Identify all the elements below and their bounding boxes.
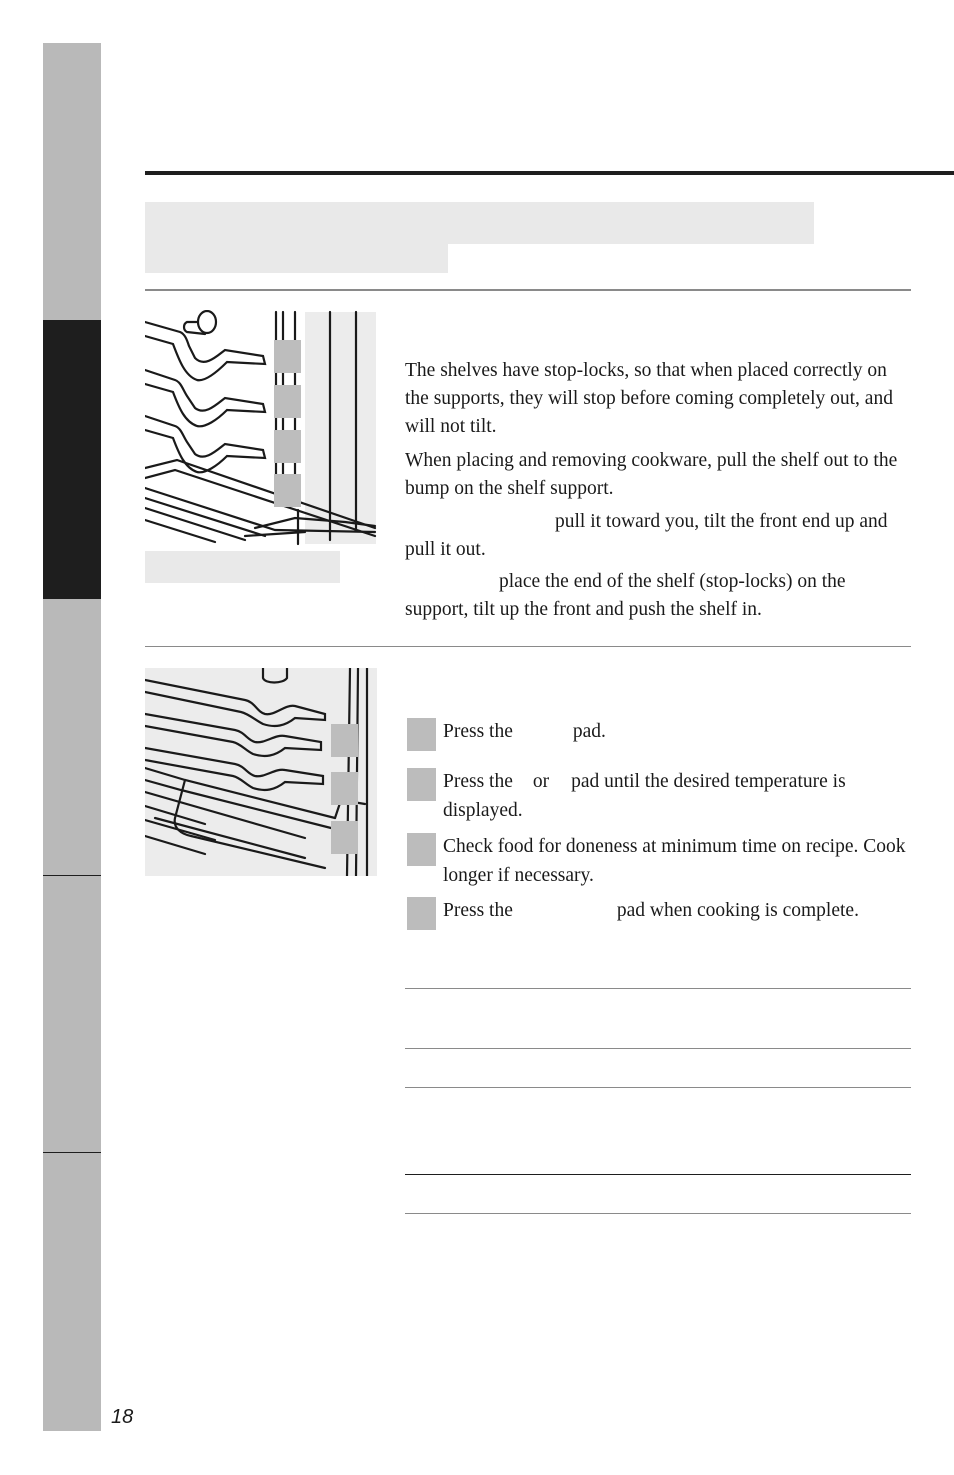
side-tab-1[interactable]: [43, 43, 101, 320]
step-text: Check food for doneness at minimum time on recipe. Cook longer if necessary.: [443, 836, 906, 886]
table-rule: [405, 1213, 911, 1214]
section-rule: [145, 646, 911, 647]
table-rule: [405, 1048, 911, 1049]
remove-shelf-instructions: pull it toward you, tilt the front end up and pull it out.: [405, 511, 888, 560]
header-rule: [145, 171, 954, 175]
step-marker: [407, 833, 436, 866]
step-text: Press the or pad until the desired temperature is displayed.: [443, 771, 846, 821]
step-marker: [407, 897, 436, 930]
table-rule: [405, 1174, 911, 1175]
replace-shelf-text: [405, 568, 910, 624]
table-rule: [405, 988, 911, 989]
step-text: Press the pad.: [443, 721, 606, 742]
side-tab-5[interactable]: [43, 1153, 101, 1431]
table-rule: [405, 1087, 911, 1088]
shelf-paragraph: The shelves have stop-locks, so that when placed correctly on the supports, they will stop before coming completely out, and will not tilt.: [405, 360, 893, 437]
page-number: 18: [111, 1406, 134, 1428]
title-block-line2: [145, 244, 448, 273]
side-tab-4[interactable]: [43, 876, 101, 1152]
illustration-caption-block: [145, 551, 340, 583]
title-block: [145, 202, 814, 244]
oven-shelf-bake-illustration: [145, 668, 377, 876]
step-text: Press the pad when cooking is complete.: [443, 900, 859, 921]
shelf-paragraph: When placing and removing cookware, pull the shelf out to the bump on the shelf support.: [405, 450, 898, 499]
section-rule: [145, 289, 911, 291]
step-marker: [407, 768, 436, 801]
remove-shelf-text: [405, 508, 910, 564]
oven-shelf-illustration: [145, 310, 377, 546]
side-tab-2-active[interactable]: [43, 320, 101, 599]
step-marker: [407, 718, 436, 751]
side-tab-3[interactable]: [43, 600, 101, 875]
replace-shelf-instructions: place the end of the shelf (stop-locks) on the support, tilt up the front and push the shelf in.: [405, 571, 846, 620]
